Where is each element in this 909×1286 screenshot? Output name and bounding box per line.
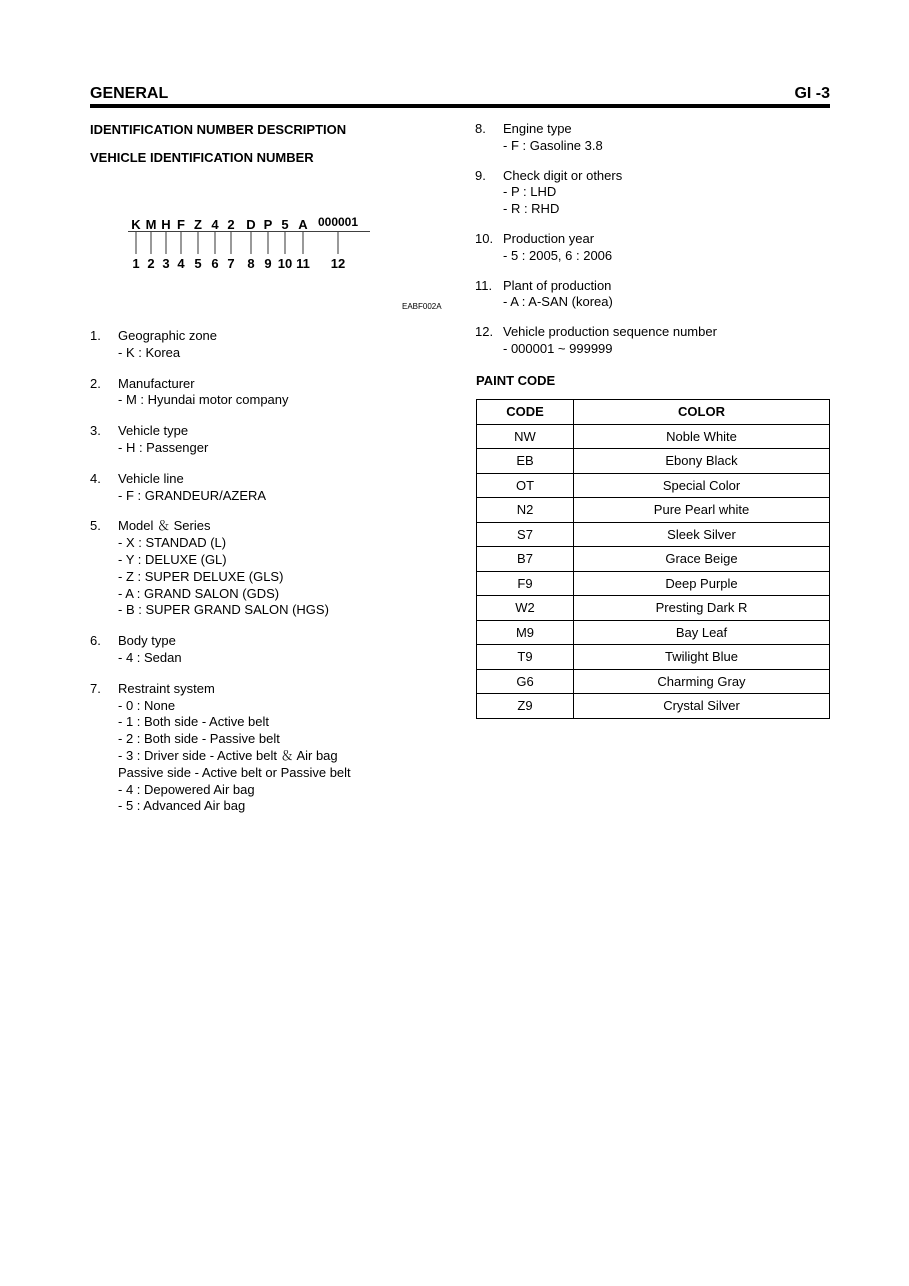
- paint-code-cell: OT: [477, 473, 574, 498]
- id-description-heading: IDENTIFICATION NUMBER DESCRIPTION: [90, 122, 347, 137]
- paint-color-cell: Bay Leaf: [574, 620, 830, 645]
- item-number: 3.: [90, 423, 101, 439]
- item-detail: - A : GRAND SALON (GDS): [118, 585, 280, 601]
- item-detail: - X : STANDAD (L): [118, 535, 227, 551]
- item-number: 8.: [475, 121, 486, 136]
- paint-code-heading: PAINT CODE: [476, 373, 556, 388]
- vin-character: 5: [281, 217, 289, 232]
- paint-code-cell: G6: [477, 669, 574, 694]
- figure-id: EABF002A: [402, 302, 442, 311]
- item-detail: Passive side - Active belt or Passive belt: [118, 764, 351, 780]
- vin-position-number: 1: [132, 256, 140, 271]
- list-item: [90, 328, 460, 362]
- color-column-header: COLOR: [574, 400, 830, 425]
- table-row: [477, 596, 830, 621]
- paint-code-cell: NW: [477, 424, 574, 449]
- vin-position-number: 5: [194, 256, 202, 271]
- vin-position-number: 11: [296, 256, 310, 271]
- paint-color-cell: Special Color: [574, 473, 830, 498]
- list-item: [90, 518, 460, 619]
- item-title: Body type: [118, 633, 176, 649]
- item-detail: - 4 : Depowered Air bag: [118, 781, 255, 797]
- paint-color-cell: Deep Purple: [574, 571, 830, 596]
- paint-code-table: [476, 399, 830, 719]
- item-title: Production year: [503, 230, 595, 246]
- code-column-header: CODE: [477, 400, 574, 425]
- item-title: Geographic zone: [118, 328, 218, 343]
- paint-color-cell: Noble White: [574, 424, 830, 449]
- item-number: 11.: [475, 277, 493, 293]
- vin-character: 2: [227, 217, 235, 232]
- table-row: [477, 571, 830, 596]
- item-title: Model ＆ Series: [118, 518, 211, 534]
- list-item: [90, 471, 460, 505]
- paint-color-cell: Grace Beige: [574, 547, 830, 572]
- vin-position-number: 12: [330, 256, 346, 271]
- table-row: [477, 620, 830, 645]
- list-item: [90, 633, 460, 667]
- table-row: [477, 645, 830, 670]
- list-item: [475, 168, 835, 218]
- item-detail: - R : RHD: [503, 201, 560, 217]
- paint-code-cell: W2: [477, 596, 574, 621]
- paint-color-cell: Ebony Black: [574, 449, 830, 474]
- section-title: GENERAL: [90, 85, 169, 102]
- item-title: Check digit or others: [503, 167, 623, 183]
- item-detail: - 3 : Driver side - Active belt ＆ Air bag: [118, 747, 338, 763]
- paint-color-cell: Crystal Silver: [574, 694, 830, 719]
- item-title: Restraint system: [118, 680, 215, 696]
- vin-position-number: 10: [277, 256, 293, 271]
- item-number: 12.: [475, 324, 494, 340]
- vin-character: A: [298, 217, 308, 232]
- item-number: 6.: [90, 633, 101, 649]
- item-detail: - 1 : Both side - Active belt: [118, 714, 270, 730]
- paint-code-cell: M9: [477, 620, 574, 645]
- vin-position-number: 2: [147, 256, 155, 271]
- vin-character: D: [246, 217, 256, 232]
- vin-position-number: 3: [162, 256, 170, 271]
- vin-character: M: [145, 217, 157, 232]
- item-detail: - Z : SUPER DELUXE (GLS): [118, 568, 284, 584]
- vin-position-number: 8: [247, 256, 255, 271]
- item-detail: - F : GRANDEUR/AZERA: [118, 487, 267, 503]
- vin-position-number: 6: [211, 256, 219, 271]
- table-row: [477, 473, 830, 498]
- item-detail: - Y : DELUXE (GL): [118, 551, 227, 567]
- paint-code-cell: Z9: [477, 694, 574, 719]
- item-title: Engine type: [503, 121, 572, 136]
- paint-color-cell: Charming Gray: [574, 669, 830, 694]
- vin-position-number: 9: [264, 256, 272, 271]
- right-item-list: [475, 121, 835, 358]
- item-number: 10.: [475, 230, 494, 246]
- vin-character: P: [263, 217, 273, 232]
- item-detail: - P : LHD: [503, 184, 557, 200]
- list-item: [90, 681, 460, 815]
- vin-heading: VEHICLE IDENTIFICATION NUMBER: [90, 150, 314, 165]
- list-item: [90, 423, 460, 457]
- vin-position-number: 4: [177, 256, 185, 271]
- item-number: 4.: [90, 470, 101, 486]
- item-number: 9.: [475, 167, 486, 183]
- item-detail: - H : Passenger: [118, 439, 209, 455]
- paint-table-header-row: [477, 400, 830, 425]
- list-item: [475, 121, 835, 155]
- table-row: [477, 424, 830, 449]
- vin-diagram: [120, 208, 450, 316]
- item-title: Manufacturer: [118, 375, 195, 391]
- item-detail: - B : SUPER GRAND SALON (HGS): [118, 602, 329, 618]
- paint-color-cell: Presting Dark R: [574, 596, 830, 621]
- item-detail: - 000001 ~ 999999: [503, 340, 613, 356]
- item-detail: - F : Gasoline 3.8: [503, 137, 603, 153]
- item-detail: - 2 : Both side - Passive belt: [118, 731, 280, 747]
- vin-diagram-graphic: [120, 208, 450, 298]
- vin-character: K: [131, 217, 141, 232]
- item-detail: - M : Hyundai motor company: [118, 392, 289, 408]
- item-detail: - 5 : Advanced Air bag: [118, 798, 246, 814]
- header-rule: [90, 104, 830, 108]
- vin-character: F: [177, 217, 185, 232]
- paint-code-cell: EB: [477, 449, 574, 474]
- item-number: 7.: [90, 680, 101, 696]
- table-row: [477, 498, 830, 523]
- item-number: 1.: [90, 328, 101, 343]
- item-detail: - 4 : Sedan: [118, 649, 182, 665]
- paint-color-cell: Pure Pearl white: [574, 498, 830, 523]
- table-row: [477, 669, 830, 694]
- left-item-list: [90, 328, 460, 815]
- table-row: [477, 694, 830, 719]
- list-item: [475, 278, 835, 312]
- table-row: [477, 522, 830, 547]
- item-title: Plant of production: [503, 277, 612, 293]
- item-number: 5.: [90, 518, 101, 534]
- paint-color-cell: Sleek Silver: [574, 522, 830, 547]
- list-item: [90, 376, 460, 410]
- list-item: [475, 231, 835, 265]
- item-title: Vehicle line: [118, 470, 184, 486]
- item-detail: - 0 : None: [118, 697, 176, 713]
- paint-code-cell: N2: [477, 498, 574, 523]
- table-row: [477, 449, 830, 474]
- page-number: GI -3: [794, 85, 830, 102]
- item-number: 2.: [90, 375, 101, 391]
- table-row: [477, 547, 830, 572]
- item-detail: - K : Korea: [118, 344, 181, 360]
- paint-code-cell: B7: [477, 547, 574, 572]
- vin-character: 4: [211, 217, 219, 232]
- paint-color-cell: Twilight Blue: [574, 645, 830, 670]
- paint-code-cell: F9: [477, 571, 574, 596]
- item-detail: - 5 : 2005, 6 : 2006: [503, 247, 613, 263]
- item-title: Vehicle type: [118, 423, 189, 439]
- vin-character: H: [161, 217, 171, 232]
- vin-character: Z: [194, 217, 202, 232]
- list-item: [475, 324, 835, 358]
- vin-character: 000001: [317, 215, 359, 229]
- vin-position-number: 7: [227, 256, 235, 271]
- item-title: Vehicle production sequence number: [503, 324, 717, 340]
- item-detail: - A : A-SAN (korea): [503, 294, 613, 310]
- paint-code-cell: T9: [477, 645, 574, 670]
- paint-code-cell: S7: [477, 522, 574, 547]
